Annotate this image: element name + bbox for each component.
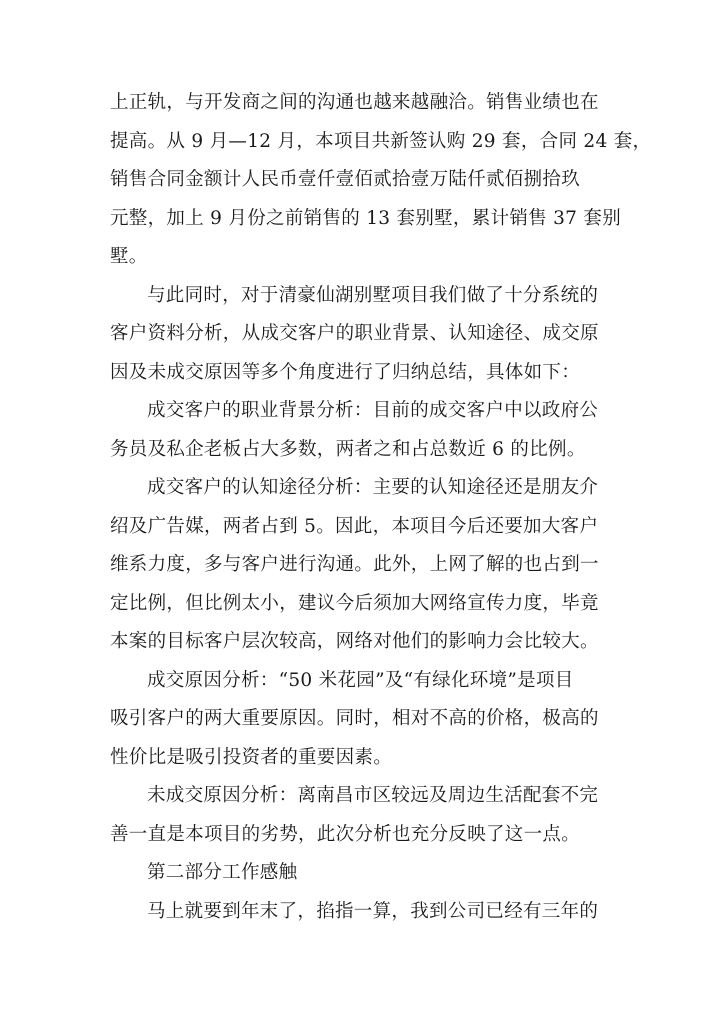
text-line: 务员及私企老板占大多数，两者之和占总数近 6 的比例。 (110, 438, 586, 460)
text-line: 提高。从 9 月—12 月，本项目共新签认购 29 套，合同 24 套， (110, 130, 652, 152)
paragraph-start: 成交客户的职业背景分析：目前的成交客户中以政府公 (147, 400, 599, 421)
paragraph-start: 与此同时，对于清豪仙湖别墅项目我们做了十分系统的 (147, 284, 599, 306)
text-line: 定比例，但比例太小，建议今后须加大网络宣传力度，毕竟 (110, 592, 599, 614)
document-page (110, 84, 652, 931)
text-line: 本案的目标客户层次较高，网络对他们的影响力会比较大。 (110, 631, 599, 652)
text-line: 性价比是吸引投资者的重要因素。 (110, 746, 393, 768)
text-line: 因及未成交原因等多个角度进行了归纳总结，具体如下： (110, 361, 581, 383)
section-heading: 第二部分工作感触 (147, 862, 298, 883)
text-line: 上正轨，与开发商之间的沟通也越来越融洽。销售业绩也在 (110, 92, 599, 113)
paragraph-start: 马上就要到年末了，掐指一算，我到公司已经有三年的 (147, 900, 599, 922)
paragraph-start: 成交原因分析：“50 米花园”及“有绿化环境”是项目 (147, 669, 574, 691)
text-line: 吸引客户的两大重要原因。同时，相对不高的价格，极高的 (110, 708, 599, 729)
text-line: 善一直是本项目的劣势，此次分析也充分反映了这一点。 (110, 823, 581, 845)
text-line: 绍及广告媒，两者占到 5。因此，本项目今后还要加大客户 (110, 515, 599, 537)
text-line: 维系力度，多与客户进行沟通。此外，上网了解的也占到一 (110, 554, 599, 575)
text-line: 元整，加上 9 月份之前销售的 13 套别墅，累计销售 37 套别 (110, 207, 622, 229)
text-line: 销售合同金额计人民币壹仟壹佰贰拾壹万陆仟贰佰捌拾玖 (110, 169, 581, 190)
paragraph-start: 未成交原因分析：离南昌市区较远及周边生活配套不完 (147, 785, 599, 806)
text-line: 墅。 (110, 246, 148, 267)
text-line: 客户资料分析，从成交客户的职业背景、认知途径、成交原 (110, 323, 599, 344)
paragraph-start: 成交客户的认知途径分析：主要的认知途径还是朋友介 (147, 477, 599, 498)
